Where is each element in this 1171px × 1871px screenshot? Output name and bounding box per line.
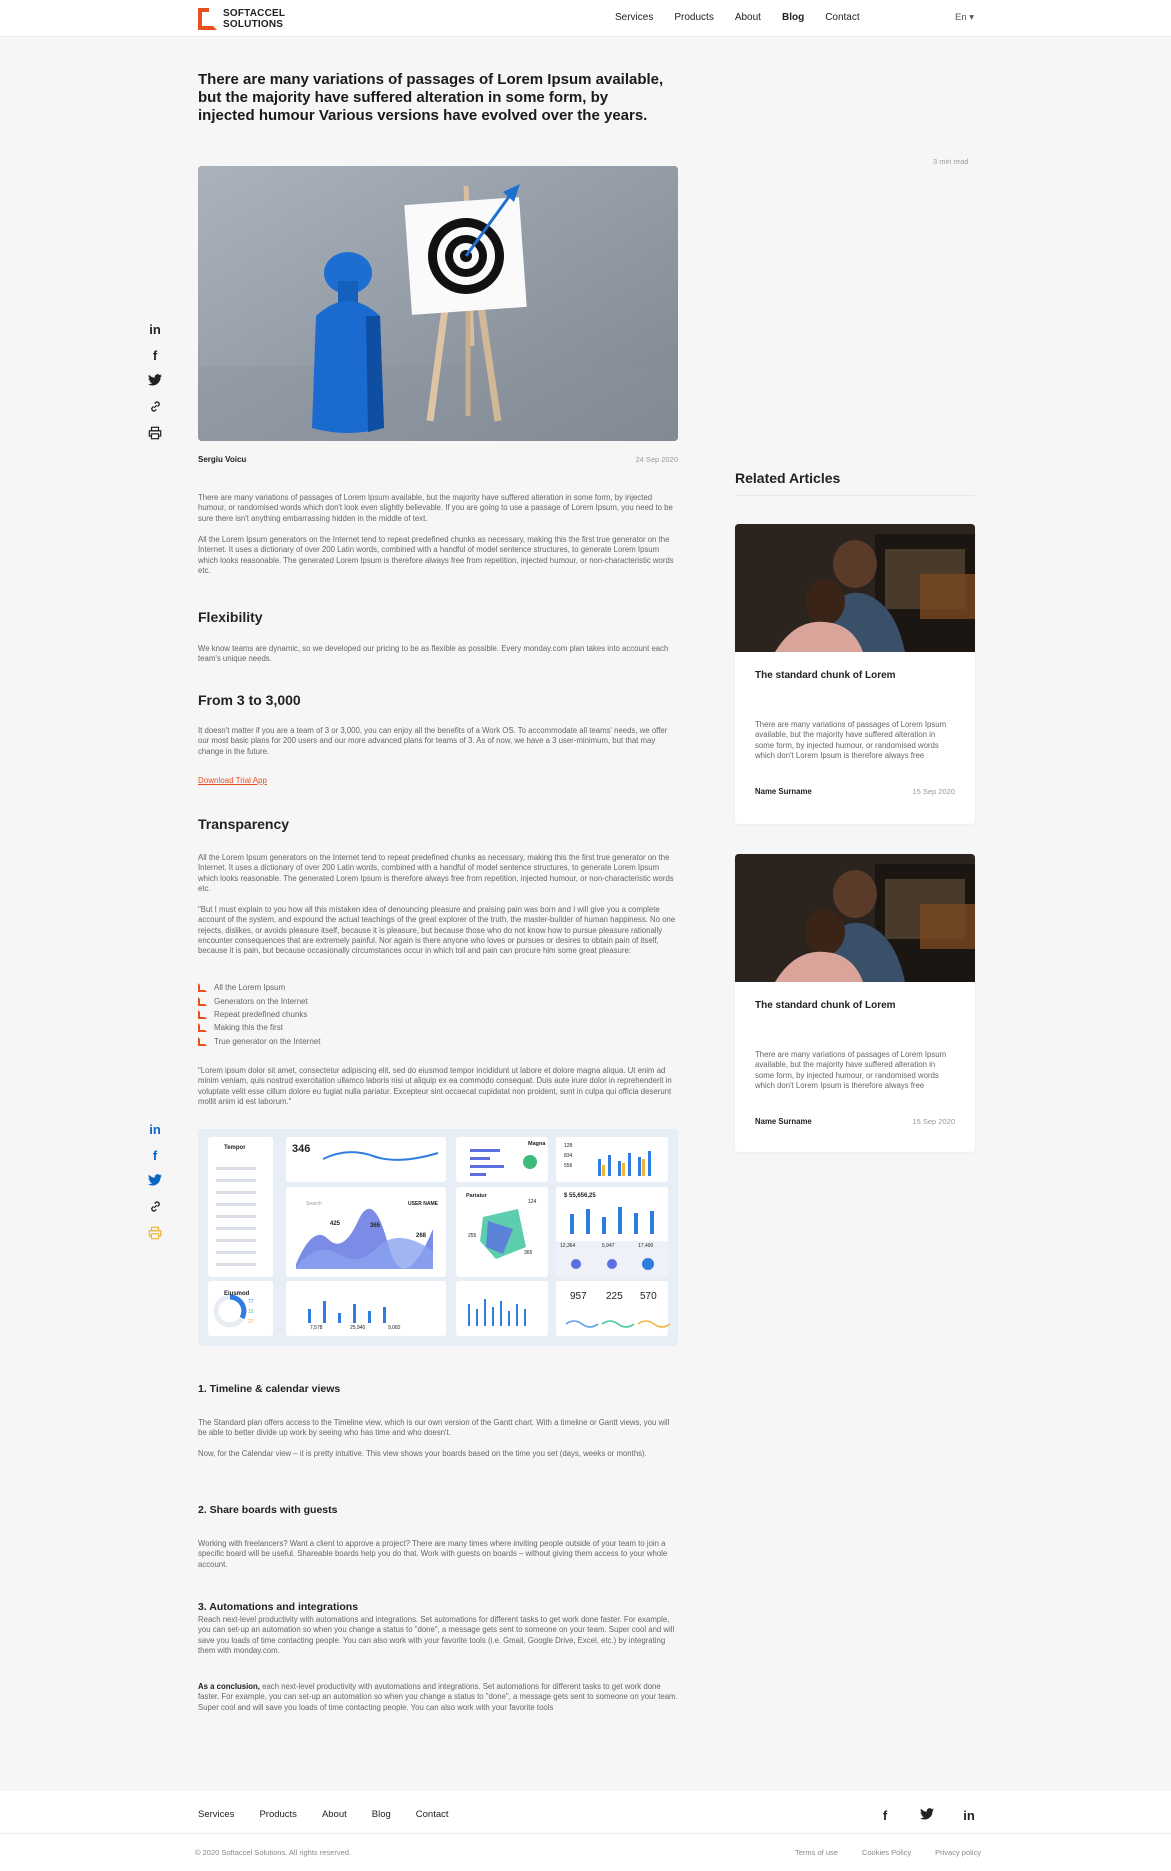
heading-timeline: 1. Timeline & calendar views <box>198 1383 341 1395</box>
from-3-paragraph: It doesn't matter if you are a team of 3 or 3,000, you can enjoy all the benefits of a Work OS. To accommodate all teams' needs, we offer our most basic plans for 200 users and our more advanced plans for teams of 3. As of now, we have a 3 user-minimum, but that may change in the future. <box>198 726 668 756</box>
dash-eiusmod: Eiusmod <box>224 1291 250 1297</box>
dash-268: 268 <box>416 1233 427 1239</box>
dash-128: 128 <box>564 1143 573 1149</box>
dash-77: 77 <box>248 1299 254 1305</box>
transparency-paragraph-1: All the Lorem Ipsum generators on the Internet tend to repeat predefined chunks as necessary, making this the first true generator on the Internet. It uses a dictionary of over 200 Latin words, combined with a handful of model sentence structures, to generate Lorem Ipsum which looks reasonable. The generated Lorem Ipsum is therefore always free from repetition, injected humour, or non-characteristic words etc. <box>198 853 674 893</box>
dash-12364: 12,364 <box>560 1243 576 1249</box>
hero-image <box>198 166 678 441</box>
dash-9082: 9,082 <box>388 1325 401 1331</box>
article-thumbnail <box>735 854 975 982</box>
terms-link[interactable]: Terms of use <box>795 1848 838 1857</box>
article-author: Name Surname <box>755 787 812 796</box>
dash-25940: 25,940 <box>350 1325 366 1331</box>
twitter-icon[interactable] <box>147 1174 163 1190</box>
article-date: 15 Sep 2020 <box>912 787 955 796</box>
article-title[interactable]: The standard chunk of Lorem <box>755 1000 896 1011</box>
check-icon <box>198 1023 207 1032</box>
logo-mark-icon <box>198 8 217 30</box>
dash-37: 37 <box>248 1319 254 1325</box>
twitter-icon[interactable] <box>919 1808 935 1823</box>
article-description: There are many variations of passages of Lorem Ipsum available, but the majority have suffered alteration in some form, by injected humour, or randomised words which don't Lorem Ipsum is therefore always free <box>755 1050 947 1091</box>
dash-17490: 17,490 <box>638 1243 654 1249</box>
dash-15: 15 <box>248 1309 254 1315</box>
dash-255: 255 <box>468 1233 477 1239</box>
print-icon[interactable] <box>147 1226 163 1242</box>
nav-about[interactable]: About <box>734 12 761 23</box>
heading-transparency: Transparency <box>198 816 290 832</box>
download-trial-link[interactable]: Download Trial App <box>198 776 267 785</box>
dash-5947: 5,947 <box>602 1243 615 1249</box>
timeline-paragraph-2: Now, for the Calendar view – it is pretty intuitive. This view shows your boards based on the time you set (days, weeks or months). <box>198 1449 647 1458</box>
twitter-icon[interactable] <box>147 374 163 390</box>
facebook-icon[interactable]: f <box>152 1148 158 1163</box>
dash-365b: 365 <box>524 1250 533 1256</box>
related-article-card[interactable] <box>735 854 975 1152</box>
dash-365: 365 <box>370 1223 381 1229</box>
share-paragraph: Working with freelancers? Want a client to approve a project? There are many times where inviting people outside of your team to join a specific board will be useful. Shareable boards help you do that. Work with guests on boards – without giving them access to your whole account. <box>198 1539 668 1569</box>
divider <box>735 495 975 496</box>
facebook-icon[interactable]: f <box>882 1808 888 1823</box>
intro-paragraph-1: There are many variations of passages of Lorem Ipsum available, but the majority have suffered alteration in some form, by injected humour, or randomised words which don't look even slightly believable. If you are going to use a passage of Lorem Ipsum, you need to be sure there isn't anything embarrassing hidden in the middle of text. <box>198 493 673 523</box>
dash-556: 556 <box>564 1163 573 1169</box>
dash-346: 346 <box>292 1143 311 1155</box>
dash-225: 225 <box>606 1291 623 1302</box>
privacy-link[interactable]: Privacy policy <box>935 1848 981 1857</box>
dash-957: 957 <box>570 1291 587 1302</box>
conclusion-paragraph: As a conclusion, each next-level productivity with avutomations and integrations. Set automations for different tasks to get work done faster. For example, you can set-up an automation so when you change a status to "done", a message gets sent to someone on your team. Super cool and will save you loads of time contacting people. You can also work with your favorite tools <box>198 1682 678 1712</box>
heading-from-3-to-3000: From 3 to 3,000 <box>198 692 301 708</box>
dash-834: 834 <box>564 1153 573 1159</box>
nav-services[interactable]: Services <box>615 12 654 23</box>
share-bar-bottom <box>147 1122 163 1252</box>
linkedin-icon[interactable]: in <box>149 322 161 337</box>
nav-products[interactable]: Products <box>674 12 714 23</box>
flexibility-paragraph: We know teams are dynamic, so we developed our pricing to be as flexible as possible. Every monday.com plan takes into account each team's unique needs. <box>198 644 669 664</box>
dash-search: Search <box>306 1201 322 1207</box>
list-item: Repeat predefined chunks <box>198 1008 320 1021</box>
site-header <box>0 0 1171 37</box>
share-bar-top <box>147 322 163 452</box>
footer-nav-about[interactable]: About <box>321 1809 347 1820</box>
article-date: 15 Sep 2020 <box>912 1117 955 1126</box>
dash-124: 124 <box>528 1199 537 1205</box>
footer-nav-products[interactable]: Products <box>259 1809 297 1820</box>
facebook-icon[interactable]: f <box>152 348 158 363</box>
site-footer <box>0 1791 1171 1871</box>
publish-date: 24 Sep 2020 <box>635 455 678 464</box>
transparency-paragraph-2: "But I must explain to you how all this mistaken idea of denouncing pleasure and praising pain was born and I will give you a complete account of the system, and expound the actual teachings of the great explorer of the truth, the master-builder of human happiness. No one rejects, dislikes, or avoids pleasure itself, because it is pleasure, but because those who do not know how to pursue pleasure rationally encounter consequences that are extremely painful. Nor again is there anyone who loves or pursues or desires to obtain pain of itself, because it is pain, but because occasionally circumstances occur in which toil and pain can procure him some great pleasure: <box>198 905 676 956</box>
intro-paragraph-2: All the Lorem Ipsum generators on the Internet tend to repeat predefined chunks as necessary, making this the first true generator on the Internet. It uses a dictionary of over 200 Latin words, combined with a handful of model sentence structures, to generate Lorem Ipsum which looks reasonable. The generated Lorem Ipsum is therefore always free from repetition, injected humour, or non-characteristic words etc. <box>198 535 674 575</box>
main-nav <box>615 12 881 23</box>
cookies-link[interactable]: Cookies Policy <box>861 1848 912 1857</box>
dash-570: 570 <box>640 1291 657 1302</box>
author-name[interactable]: Sergiu Voicu <box>198 455 247 464</box>
dash-magna: Magna <box>528 1141 546 1147</box>
footer-nav <box>198 1809 474 1820</box>
logo-line2: SOLUTIONS <box>223 19 284 30</box>
check-icon <box>198 997 207 1006</box>
dash-pariatur: Pariatur <box>466 1193 487 1199</box>
language-selector[interactable]: En ▾ <box>955 12 975 23</box>
footer-divider <box>0 1833 1171 1834</box>
link-icon[interactable] <box>147 1200 163 1216</box>
print-icon[interactable] <box>147 426 163 442</box>
footer-nav-contact[interactable]: Contact <box>415 1809 449 1820</box>
logo-line1: SOFTACCEL <box>223 8 286 19</box>
footer-social <box>877 1808 1003 1823</box>
dash-money: $ 55,656,25 <box>564 1193 596 1199</box>
dash-tempor: Tempor <box>224 1145 246 1151</box>
list-item: Generators on the Internet <box>198 994 320 1007</box>
copyright: © 2020 Softaccel Solutions. All rights reserved. <box>195 1848 352 1857</box>
dashboard-illustration <box>198 1129 678 1346</box>
heading-share-boards: 2. Share boards with guests <box>198 1504 338 1516</box>
nav-blog[interactable]: Blog <box>781 12 805 23</box>
article-description: There are many variations of passages of Lorem Ipsum available, but the majority have suffered alteration in some form, by injected humour, or randomised words which don't Lorem Ipsum is therefore always free <box>755 720 947 761</box>
article-author: Name Surname <box>755 1117 812 1126</box>
linkedin-icon[interactable]: in <box>963 1808 975 1823</box>
related-articles-heading: Related Articles <box>735 470 841 486</box>
dash-425: 425 <box>330 1221 341 1227</box>
article-title: There are many variations of passages of Lorem Ipsum available, but the majority have suffered alteration in some form, by injected humour Various versions have evolved over the years. <box>198 71 664 124</box>
list-item: True generator on the Internet <box>198 1035 320 1048</box>
article-thumbnail <box>735 524 975 652</box>
article-title[interactable]: The standard chunk of Lorem <box>755 670 896 681</box>
linkedin-icon[interactable]: in <box>149 1122 161 1137</box>
dash-user-name: USER NAME <box>408 1201 439 1207</box>
link-icon[interactable] <box>147 400 163 416</box>
heading-flexibility: Flexibility <box>198 609 263 625</box>
nav-contact[interactable]: Contact <box>825 12 860 23</box>
checklist <box>198 981 320 1048</box>
list-item: All the Lorem Ipsum <box>198 981 320 994</box>
related-article-card[interactable] <box>735 524 975 824</box>
read-time: 3 min read <box>933 157 969 166</box>
check-icon <box>198 983 207 992</box>
dash-7578: 7,578 <box>310 1325 323 1331</box>
footer-legal-links <box>771 1848 981 1857</box>
quote-paragraph: "Lorem ipsum dolor sit amet, consectetur adipiscing elit, sed do eiusmod tempor incididunt ut labore et dolore magna aliqua. Ut enim ad minim veniam, quis nostrud exercitation ullamco laboris nisi ut aliquip ex ea commodo consequat. Duis aute irure dolor in reprehenderit in voluptate velit esse cillum dolore eu fugiat nulla pariatur. Excepteur sint occaecat cupidatat non proident, sunt in culpa qui officia deserunt mollit anim id est laborum." <box>198 1066 672 1106</box>
footer-nav-services[interactable]: Services <box>198 1809 235 1820</box>
automations-paragraph: Reach next-level productivity with automations and integrations. Set automations for different tasks to get work done faster. For example, you can set-up an automation so when you change a status to "done", a message gets sent to someone on your team. Super cool and will save you loads of time contacting people. You can also work with your favorite tools (i.e. Gmail, Google Drive, Excel, etc.) by integrating them with monday.com. <box>198 1615 675 1655</box>
timeline-paragraph-1: The Standard plan offers access to the Timeline view, which is our own version of the Gantt chart. With a timeline or Gantt views, you will be able to better divide up work by seeing who has time and who doesn't. <box>198 1418 670 1438</box>
heading-automations: 3. Automations and integrations <box>198 1601 359 1613</box>
check-icon <box>198 1037 207 1046</box>
logo[interactable] <box>198 7 285 31</box>
list-item: Making this the first <box>198 1021 320 1034</box>
footer-nav-blog[interactable]: Blog <box>371 1809 391 1820</box>
check-icon <box>198 1010 207 1019</box>
